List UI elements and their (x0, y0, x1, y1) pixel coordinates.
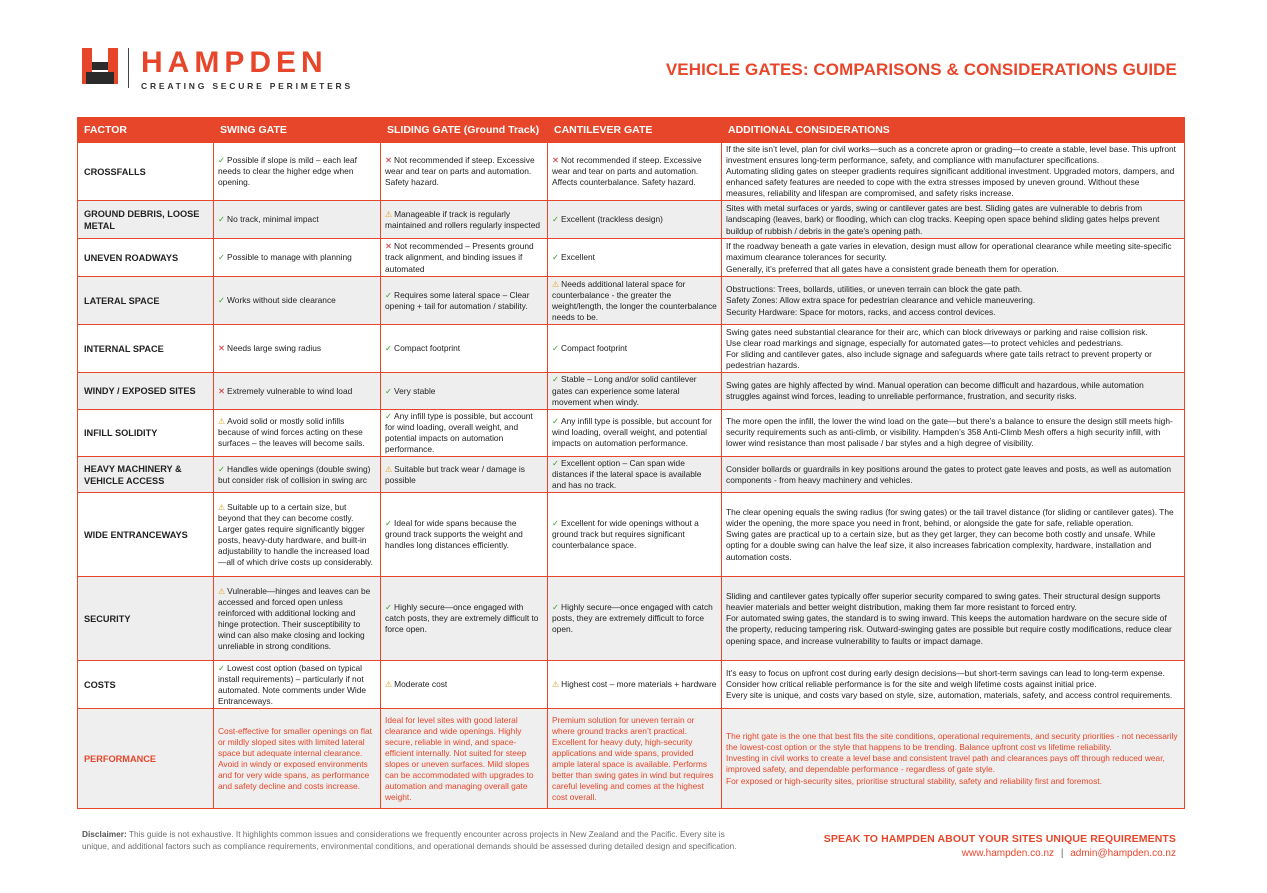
table-row-performance (78, 709, 1185, 809)
check-icon: ✓ (385, 343, 393, 354)
warning-icon: ⚠ (385, 209, 393, 219)
swing-gate-cell (214, 457, 381, 493)
check-icon: ✓ (385, 410, 393, 421)
factor-cell: INTERNAL SPACE (78, 325, 214, 373)
cta-title: SPEAK TO HAMPDEN ABOUT YOUR SITES UNIQUE REQUIREMENTS (823, 833, 1176, 845)
table-row-uneven-roadways (78, 239, 1185, 277)
considerations-cell (722, 457, 1185, 493)
consideration-note: Every site is unique, and costs vary based on style, size, automation, materials, safety, and access control requirements. (726, 690, 1173, 701)
performance-considerations (722, 709, 1185, 809)
check-icon: ✓ (552, 416, 560, 427)
swing-gate-text: Suitable up to a certain size, but beyond that they can become costly. Larger gates require significantly bigger posts, heavy-duty hardware, and built-in adjustability to handle the increased load—all of which drive costs up considerably. (218, 501, 373, 568)
cantilever-gate-text: Excellent option – Can span wide distances if the lateral space is available and has no track. (552, 458, 702, 491)
consideration-note: Generally, it’s preferred that all gates have a consistent grade beneath them for operation. (726, 263, 1059, 274)
cross-icon: ✕ (218, 385, 226, 396)
cantilever-gate-text: Highest cost – more materials + hardware (561, 679, 717, 690)
logo-divider (128, 48, 129, 88)
consideration-note: Consider bollards or guardrails in key positions around the gates to protect gate leaves and posts, as well as automation components - from heavy machinery and vehicles. (726, 463, 1172, 485)
swing-gate-text: Needs large swing radius (227, 343, 322, 354)
consideration-note: The clear opening equals the swing radius (for swing gates) or the tail travel distance (for sliding or cantilever gates). The wider the opening, the more space you need in front, behind, or alongside the gate for safe, reliable operation. (726, 507, 1174, 529)
swing-gate-cell (214, 239, 381, 277)
swing-gate-text: Possible to manage with planning (227, 252, 352, 263)
warning-icon: ⚠ (552, 680, 560, 690)
sliding-gate-text: Highly secure—once engaged with catch posts, they are extremely difficult to force open. (385, 602, 539, 635)
cantilever-gate-text: Highly secure—once engaged with catch posts, they are extremely difficult to force open. (552, 602, 713, 635)
disclaimer-label: Disclaimer: (82, 829, 127, 839)
considerations-cell (722, 493, 1185, 577)
cantilever-gate-text: Excellent (trackless design) (561, 214, 663, 225)
factor-cell: COSTS (78, 661, 214, 709)
consideration-note: If the roadway beneath a gate varies in elevation, design must allow for operational clearance while meeting site-specific maximum clearance tolerances for security. (726, 241, 1172, 263)
consideration-note: Security Hardware: Space for motors, racks, and access control devices. (726, 306, 996, 317)
factor-cell: PERFORMANCE (78, 709, 214, 809)
contact-separator: | (1060, 848, 1064, 859)
cantilever-gate-cell (548, 201, 722, 239)
factor-cell: GROUND DEBRIS, LOOSE METAL (78, 201, 214, 239)
table-row-ground-debris-loose-metal (78, 201, 1185, 239)
sliding-gate-text: Suitable but track wear / damage is possible (385, 463, 525, 485)
consideration-note: Swing gates need substantial clearance for their arc, which can block driveways or parking and raise collision risk. (726, 326, 1148, 337)
swing-gate-cell (214, 493, 381, 577)
swing-gate-text: Vulnerable—hinges and leaves can be accessed and forced open unless reinforced with additional locking and hinge protection. Their susceptibility to wind can also make closing and locking unreliable in strong conditions. (218, 585, 371, 652)
sliding-gate-text: Manageable if track is regularly maintained and rollers regularly inspected (385, 208, 541, 230)
header-factor: FACTOR (78, 118, 214, 143)
cantilever-gate-text: Excellent (561, 252, 596, 263)
consideration-note: The right gate is the one that best fits the site conditions, operational requirements, and security priorities - not necessarily the lowest-cost option or the style that happens to be trending. Balance upfront cost vs lifetime reliability. (726, 731, 1178, 753)
consideration-note: Investing in civil works to create a level base and consistent travel path and clearances pays off through reduced wear, improved safety, and dependable performance - regardless of gate style. (726, 753, 1165, 775)
header-sliding-gate: SLIDING GATE (Ground Track) (381, 118, 548, 143)
cross-icon: ✕ (385, 241, 393, 252)
header-cantilever-gate: CANTILEVER GATE (548, 118, 722, 143)
sliding-gate-text: Compact footprint (394, 343, 461, 354)
cantilever-gate-text: Compact footprint (561, 343, 628, 354)
consideration-note: Automating sliding gates on steeper gradients requires significant additional investment. Upgraded motors, dampers, and enhanced safety features are needed to cope with the extra stresses imposed by uneven ground. Without these measures, reliability and lifespan are compromised, and safety risks increase. (726, 166, 1175, 199)
consideration-note: Safety Zones: Allow extra space for pedestrian clearance and vehicle maneuvering. (726, 295, 1036, 306)
website-link[interactable]: www.hampden.co.nz (961, 848, 1055, 859)
consideration-note: Sites with metal surfaces or yards, swing or cantilever gates are best. Sliding gates are vulnerable to debris from landscaping (leaves, bark) or flooding, which can clog tracks. Keeping open space behind sliding gates helps prevent buildup of rubbish / debris in the gate’s opening path. (726, 203, 1160, 236)
consideration-note: The more open the infill, the lower the wind load on the gate—but there’s a balance to ensure the design still meets high-security requirements such as anti-climb, or visibility. Hampden’s 358 Anti-Climb Mesh offers a high security infill, with lower wind resistance than most palisade / bar styles and a high degree of visibility. (726, 416, 1173, 449)
table-row-costs (78, 661, 1185, 709)
warning-icon: ⚠ (218, 417, 226, 427)
factor-cell: WINDY / EXPOSED SITES (78, 373, 214, 409)
swing-gate-cell (214, 201, 381, 239)
cantilever-gate-cell (548, 325, 722, 373)
sliding-gate-text: Not recommended – Presents ground track alignment, and binding issues if automated (385, 241, 534, 274)
check-icon: ✓ (552, 252, 560, 263)
considerations-cell (722, 143, 1185, 201)
sliding-gate-cell (381, 325, 548, 373)
table-header-row (78, 118, 1185, 143)
swing-gate-performance: Cost-effective for smaller openings on flat or mildly sloped sites with limited lateral space but adequate internal clearance. Avoid in windy or exposed environments and for very wide spans, as performance and safety decline and costs increase. (214, 709, 381, 809)
cantilever-gate-cell (548, 239, 722, 277)
cross-icon: ✕ (552, 155, 560, 166)
page-title: VEHICLE GATES: COMPARISONS & CONSIDERATIONS GUIDE (665, 60, 1177, 79)
factor-cell: SECURITY (78, 577, 214, 661)
consideration-note: Use clear road markings and signage, especially for automated gates—to protect vehicles and pedestrians. (726, 337, 1124, 348)
swing-gate-cell (214, 661, 381, 709)
factor-cell: LATERAL SPACE (78, 277, 214, 325)
cantilever-gate-text: Any infill type is possible, but account for wind loading, overall weight, and potential impacts on automation performance. (552, 416, 712, 449)
check-icon: ✓ (552, 214, 560, 225)
check-icon: ✓ (552, 518, 560, 529)
check-icon: ✓ (218, 214, 226, 225)
check-icon: ✓ (552, 343, 560, 354)
factor-cell: HEAVY MACHINERY & VEHICLE ACCESS (78, 457, 214, 493)
consideration-note: For automated swing gates, the standard is to swing inward. This keeps the automation hardware on the secure side of the property, reducing tampering risk. Outward-swinging gates are possible but require costly modifications, reduce clear opening space, and increase vulnerability to faults or impact damage. (726, 613, 1172, 646)
factor-cell: WIDE ENTRANCEWAYS (78, 493, 214, 577)
contact-cta (824, 833, 1176, 859)
cantilever-gate-cell (548, 661, 722, 709)
consideration-note: Obstructions: Trees, bollards, utilities, or uneven terrain can block the gate path. (726, 284, 1023, 295)
cantilever-gate-text: Not recommended if steep. Excessive wear and tear on parts and automation. Affects counterbalance. Safety hazard. (552, 155, 702, 188)
contact-line (824, 848, 1176, 859)
swing-gate-cell (214, 143, 381, 201)
comparison-table (77, 117, 1185, 809)
cantilever-gate-text: Stable – Long and/or solid cantilever gates can experience some lateral movement when windy. (552, 374, 697, 407)
cantilever-gate-cell (548, 373, 722, 409)
cantilever-gate-performance: Premium solution for uneven terrain or where ground tracks aren’t practical. Excellent for heavy duty, high-security applications and wide spans, provided ample lateral space is available. Performs better than swing gates in wind but requires careful leveling and comes at the highest cost overall. (548, 709, 722, 809)
considerations-cell (722, 325, 1185, 373)
sliding-gate-cell (381, 277, 548, 325)
sliding-gate-cell (381, 409, 548, 456)
consideration-note: For exposed or high-security sites, prioritise structural stability, safety and reliability first and foremost. (726, 775, 1102, 786)
warning-icon: ⚠ (218, 586, 226, 596)
header-swing-gate: SWING GATE (214, 118, 381, 143)
sliding-gate-text: Very stable (394, 385, 436, 396)
warning-icon: ⚠ (218, 502, 226, 512)
table-row-internal-space (78, 325, 1185, 373)
sliding-gate-text: Requires some lateral space – Clear opening + tail for automation / stability. (385, 289, 530, 311)
sliding-gate-cell (381, 239, 548, 277)
check-icon: ✓ (218, 463, 226, 474)
check-icon: ✓ (218, 295, 226, 306)
sliding-gate-text: Moderate cost (394, 679, 448, 690)
table-row-security (78, 577, 1185, 661)
warning-icon: ⚠ (385, 680, 393, 690)
check-icon: ✓ (552, 602, 560, 613)
swing-gate-text: Possible if slope is mild – each leaf needs to clear the higher edge when opening. (218, 155, 357, 188)
consideration-note: Sliding and cantilever gates typically offer superior security compared to swing gates. Their structural design supports heavier materials and better weight distribution, making them far more resistant to forced entry. (726, 591, 1161, 613)
swing-gate-cell (214, 409, 381, 456)
sliding-gate-cell (381, 201, 548, 239)
brand-logo (82, 46, 353, 91)
logo-text (141, 48, 353, 91)
table-row-heavy-machinery-vehicle-access (78, 457, 1185, 493)
swing-gate-cell (214, 277, 381, 325)
swing-gate-text: Works without side clearance (227, 295, 336, 306)
check-icon: ✓ (218, 155, 226, 166)
hampden-logo-mark-icon (82, 48, 118, 84)
table-row-wide-entranceways (78, 493, 1185, 577)
factor-cell: INFILL SOLIDITY (78, 409, 214, 456)
table-row-windy-exposed-sites (78, 373, 1185, 409)
consideration-note: For sliding and cantilever gates, also include signage and safeguards where gate tails retract to prevent property or pedestrian hazards. (726, 348, 1152, 371)
factor-cell: UNEVEN ROADWAYS (78, 239, 214, 277)
swing-gate-text: Avoid solid or mostly solid infills because of wind forces acting on these surfaces – the leaves will become sails. (218, 416, 365, 449)
factor-cell: CROSSFALLS (78, 143, 214, 201)
table-row-lateral-space (78, 277, 1185, 325)
check-icon: ✓ (385, 518, 393, 529)
consideration-note: Swing gates are practical up to a certain size, but as they get larger, they can become both costly and unsafe. While opting for a double swing can halve the leaf size, it also increases fabrication complexity, hardware, installation and automation costs. (726, 529, 1156, 562)
check-icon: ✓ (385, 289, 393, 300)
cross-icon: ✕ (218, 343, 226, 354)
swing-gate-text: Lowest cost option (based on typical install requirements) – particularly if not automated. Note comments under Wide Entranceways. (218, 662, 367, 706)
sliding-gate-text: Any infill type is possible, but account for wind loading, overall weight, and potential impacts on automation performance. (385, 410, 533, 455)
considerations-cell (722, 201, 1185, 239)
cantilever-gate-text: Needs additional lateral space for counterbalance - the greater the weight/length, the longer the counterbalance needs to be. (552, 278, 717, 323)
cantilever-gate-cell (548, 457, 722, 493)
cantilever-gate-cell (548, 409, 722, 456)
email-link[interactable]: admin@hampden.co.nz (1070, 848, 1176, 859)
sliding-gate-cell (381, 577, 548, 661)
considerations-cell (722, 277, 1185, 325)
cantilever-gate-cell (548, 493, 722, 577)
cantilever-gate-cell (548, 143, 722, 201)
table-row-crossfalls (78, 143, 1185, 201)
considerations-cell (722, 409, 1185, 456)
brand-tagline: CREATING SECURE PERIMETERS (141, 81, 353, 91)
cantilever-gate-text: Excellent for wide openings without a ground track but requires significant counterbalance space. (552, 518, 699, 551)
warning-icon: ⚠ (552, 279, 560, 289)
cantilever-gate-cell (548, 277, 722, 325)
check-icon: ✓ (385, 602, 393, 613)
check-icon: ✓ (218, 252, 226, 263)
cross-icon: ✕ (385, 155, 393, 166)
sliding-gate-text: Not recommended if steep. Excessive wear and tear on parts and automation. Safety hazard. (385, 155, 535, 188)
considerations-cell (722, 577, 1185, 661)
disclaimer-text: This guide is not exhaustive. It highlights common issues and considerations we frequently encounter across projects in New Zealand and the Pacific. Every site is unique, and additional factors such as compliance requirements, environmental conditions, and operational demands should be assessed during detailed design and specification. (82, 829, 737, 851)
considerations-cell (722, 661, 1185, 709)
table-row-infill-solidity (78, 409, 1185, 456)
sliding-gate-cell (381, 143, 548, 201)
disclaimer (82, 828, 742, 852)
warning-icon: ⚠ (385, 464, 393, 474)
check-icon: ✓ (552, 458, 560, 469)
swing-gate-text: No track, minimal impact (227, 214, 319, 225)
swing-gate-cell (214, 373, 381, 409)
sliding-gate-cell (381, 457, 548, 493)
consideration-note: If the site isn’t level, plan for civil works—such as a concrete apron or grading—to create a stable, level base. This upfront investment ensures long-term performance, safety, and compliance with manufacturer specifications. (726, 144, 1176, 166)
consideration-note: It’s easy to focus on upfront cost during early design decisions—but short-term savings can lead to long-term expense. Consider how critical reliable performance is for the site and weigh lifetime costs against initial price. (726, 668, 1165, 690)
swing-gate-text: Handles wide openings (double swing) but consider risk of collision in swing arc (218, 463, 371, 485)
swing-gate-text: Extremely vulnerable to wind load (227, 385, 353, 396)
considerations-cell (722, 239, 1185, 277)
swing-gate-cell (214, 577, 381, 661)
sliding-gate-text: Ideal for wide spans because the ground track supports the weight and handles long distances efficiently. (385, 518, 523, 551)
header-additional-considerations: ADDITIONAL CONSIDERATIONS (722, 118, 1185, 143)
sliding-gate-cell (381, 493, 548, 577)
brand-name: HAMPDEN (141, 46, 328, 79)
cantilever-gate-cell (548, 577, 722, 661)
sliding-gate-cell (381, 373, 548, 409)
swing-gate-cell (214, 325, 381, 373)
sliding-gate-performance: Ideal for level sites with good lateral clearance and wide openings. Highly secure, reliable in wind, and space-efficient internally. Not suited for steep slopes or uneven surfaces. Mild slopes can be accommodated with upgrades to automation and managing overall gate weight. (381, 709, 548, 809)
considerations-cell (722, 373, 1185, 409)
check-icon: ✓ (218, 662, 226, 673)
check-icon: ✓ (385, 385, 393, 396)
sliding-gate-cell (381, 661, 548, 709)
consideration-note: Swing gates are highly affected by wind. Manual operation can become difficult and hazardous, while automation struggles against wind forces, leading to unreliable performance, frustration, and security risks. (726, 380, 1144, 402)
check-icon: ✓ (552, 374, 560, 385)
